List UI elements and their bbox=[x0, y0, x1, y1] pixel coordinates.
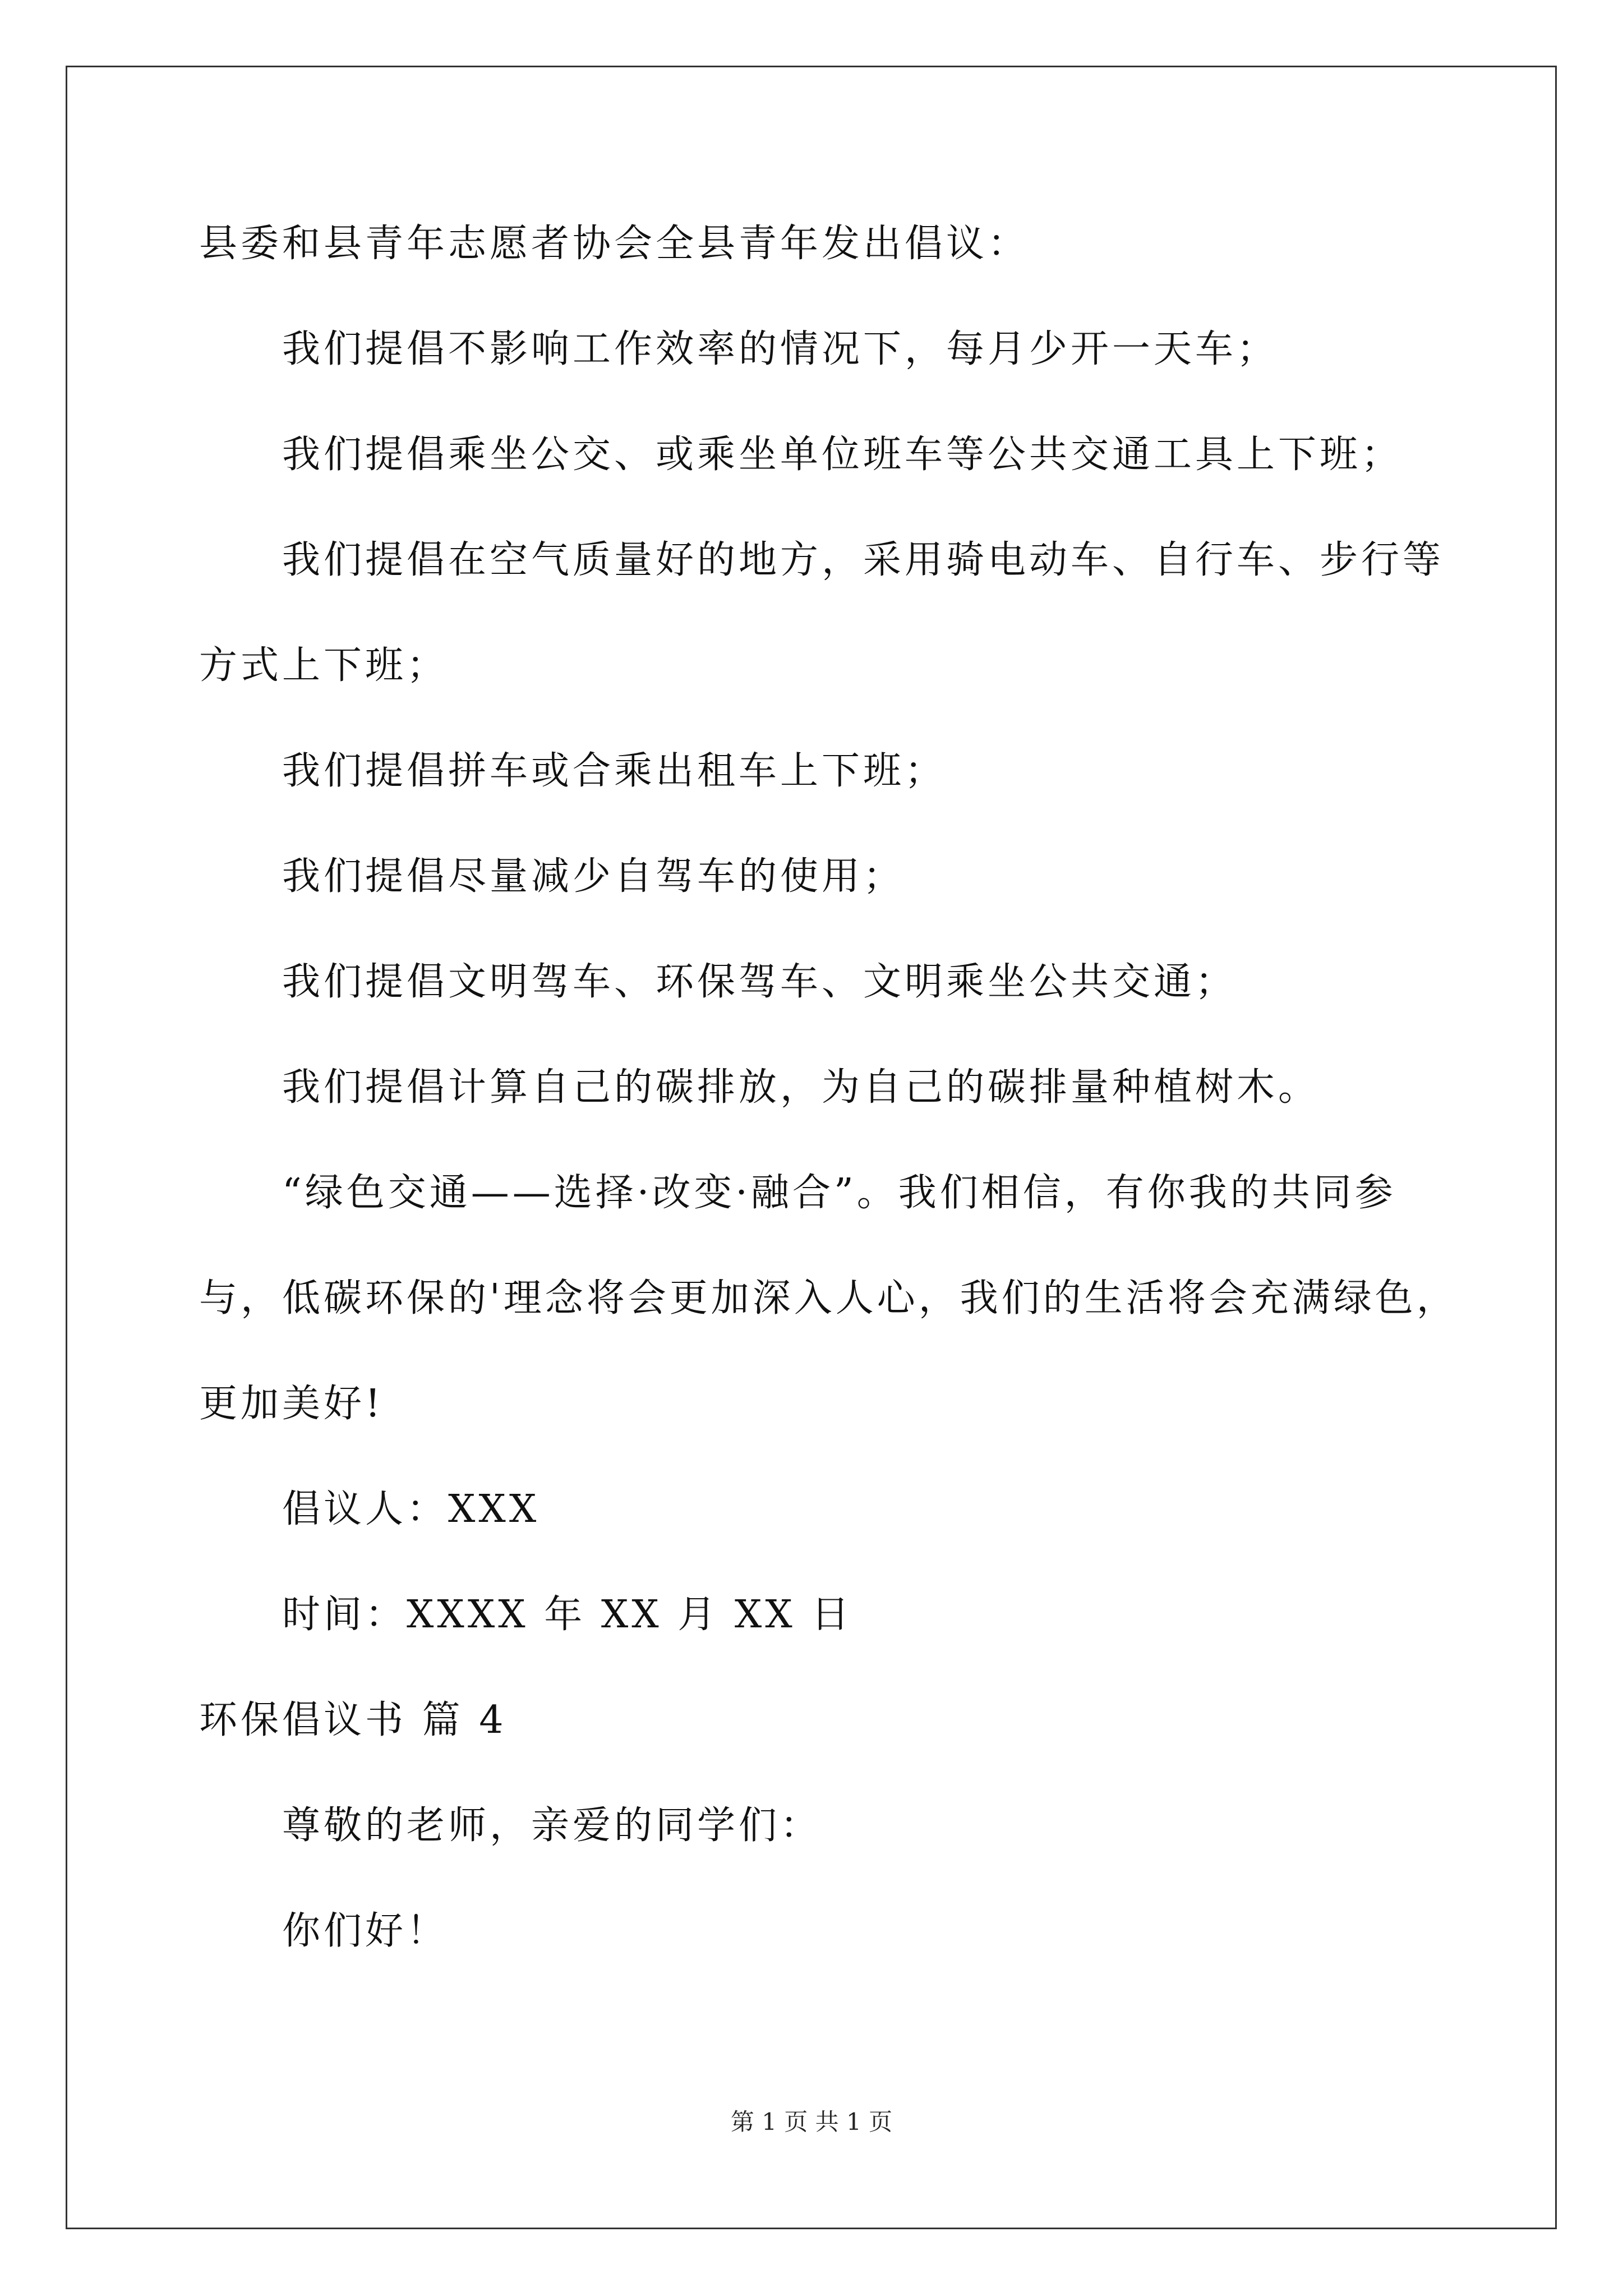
paragraph-line: 与，低碳环保的'理念将会更加深入人心，我们的生活将会充满绿色， bbox=[199, 1276, 1458, 1320]
paragraph-line: 我们提倡拼车或合乘出租车上下班； bbox=[282, 749, 947, 793]
paragraph-line: 我们提倡尽量减少自驾车的使用； bbox=[282, 854, 905, 899]
paragraph-line: 县委和县青年志愿者协会全县青年发出倡议： bbox=[199, 222, 1030, 266]
date-line: 时间：XXXX 年 XX 月 XX 日 bbox=[282, 1593, 853, 1637]
paragraph-line: 我们提倡文明驾车、环保驾车、文明乘坐公共交通； bbox=[282, 960, 1237, 1004]
salutation-line: 尊敬的老师，亲爱的同学们： bbox=[282, 1803, 822, 1848]
paragraph-line: 更加美好! bbox=[199, 1382, 384, 1426]
paragraph-line: 我们提倡计算自己的碳排放，为自己的碳排量种植树木。 bbox=[282, 1065, 1320, 1110]
paragraph-line: 我们提倡乘坐公交、或乘坐单位班车等公共交通工具上下班； bbox=[282, 432, 1403, 477]
paragraph-line: 我们提倡在空气质量好的地方，采用骑电动车、自行车、步行等 bbox=[282, 538, 1445, 582]
paragraph-line: 方式上下班； bbox=[199, 643, 449, 688]
section-heading: 环保倡议书 篇 4 bbox=[199, 1698, 507, 1742]
page-border bbox=[66, 66, 1557, 2229]
paragraph-line: “绿色交通——选择·改变·融合”。我们相信，有你我的共同参 bbox=[282, 1171, 1396, 1215]
page-footer: 第 1 页 共 1 页 bbox=[730, 2108, 893, 2136]
greeting-line: 你们好！ bbox=[282, 1909, 449, 1953]
paragraph-line: 我们提倡不影响工作效率的情况下，每月少开一天车； bbox=[282, 327, 1279, 371]
signer-line: 倡议人：XXX bbox=[282, 1487, 540, 1531]
